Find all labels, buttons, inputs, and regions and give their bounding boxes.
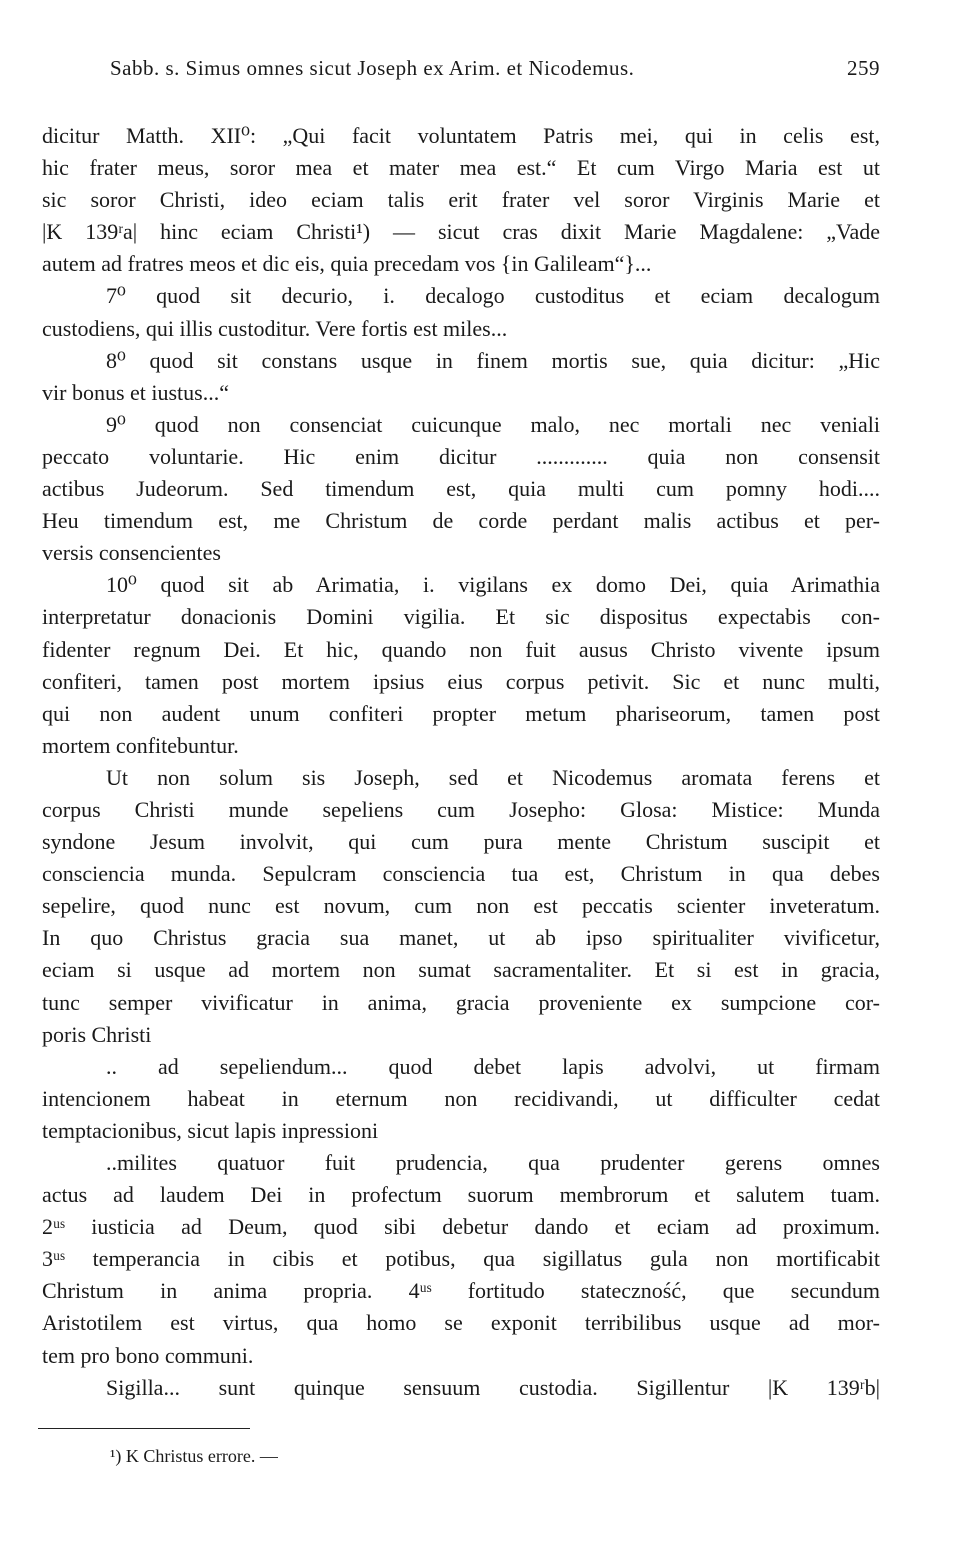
text-line: vir bonus et iustus...“	[42, 379, 229, 405]
text-line: qui non audent unum confiteri propter metum phariseorum, tamen post	[42, 700, 880, 726]
text-line: custodiens, qui illis custoditur. Vere fortis est miles...	[42, 315, 508, 341]
text-line: autem ad fratres meos et dic eis, quia precedam vos {in Galileam“}...	[42, 251, 652, 277]
text-line: interpretatur donacionis Domini vigilia. Et sic dispositus expectabis con-	[42, 604, 880, 630]
text-line: Sigilla... sunt quinque sensuum custodia. Sigillentur |K 139ʳb|	[106, 1374, 880, 1400]
text-line: temptacionibus, sicut lapis inpressioni	[42, 1117, 379, 1143]
text-line: 8⁰ quod sit constans usque in finem mortis sue, quia dicitur: „Hic	[106, 347, 880, 373]
text-line: hic frater meus, soror mea et mater mea est.“ Et cum Virgo Maria est ut	[42, 155, 880, 181]
text-line: poris Christi	[42, 1021, 152, 1047]
text-line: 10⁰ quod sit ab Arimatia, i. vigilans ex domo Dei, quia Arimathia	[106, 572, 880, 598]
text-line: corpus Christi munde sepeliens cum Josepho: Glosa: Mistice: Munda	[42, 796, 880, 822]
text-line: actibus Judeorum. Sed timendum est, quia multi cum pomny hodi....	[42, 476, 880, 502]
text-line: sepelire, quod nunc est novum, cum non est peccatis scienter inveteratum.	[42, 893, 880, 919]
body-text	[42, 120, 880, 1404]
text-line: 3ᵘˢ temperancia in cibis et potibus, qua sigillatus gula non mortificabit	[42, 1246, 880, 1272]
text-line: tunc semper vivificatur in anima, gracia proveniente ex sumpcione cor-	[42, 989, 880, 1015]
text-line: consciencia munda. Sepulcram consciencia tua est, Christum in qua debes	[42, 861, 880, 887]
text-line: In quo Christus gracia sua manet, ut ab ipso spiritualiter vivificetur,	[42, 925, 880, 951]
text-line: 9⁰ quod non consenciat cuicunque malo, nec mortali nec veniali	[106, 411, 880, 437]
text-line: peccato voluntarie. Hic enim dicitur ............. quia non consensit	[42, 443, 880, 469]
text-line: dicitur Matth. XII⁰: „Qui facit voluntatem Patris mei, qui in celis est,	[42, 123, 880, 148]
text-line: Heu timendum est, me Christum de corde perdant malis actibus et per-	[42, 508, 880, 534]
text-line: tem pro bono communi.	[42, 1342, 254, 1368]
page-number: 259	[847, 56, 880, 80]
text-line: mortem confitebuntur.	[42, 732, 239, 758]
text-line: 2ᵘˢ iusticia ad Deum, quod sibi debetur dando et eciam ad proximum.	[42, 1214, 880, 1240]
text-line: .. ad sepeliendum... quod debet lapis advolvi, ut firmam	[106, 1053, 880, 1079]
text-line: Christum in anima propria. 4ᵘˢ fortitudo stateczność, que secundum	[42, 1278, 880, 1304]
text-line: Aristotilem est virtus, qua homo se exponit terribilibus usque ad mor-	[42, 1310, 880, 1336]
text-line: ..milites quatuor fuit prudencia, qua prudenter gerens omnes	[106, 1150, 880, 1175]
text-line: actus ad laudem Dei in profectum suorum membrorum et salutem tuam.	[42, 1182, 880, 1208]
running-head	[110, 56, 880, 86]
text-line: intencionem habeat in eternum non recidivandi, ut difficulter cedat	[42, 1085, 880, 1111]
footnote: ¹) K Christus errore. —	[110, 1446, 278, 1466]
text-line: syndone Jesum involvit, qui cum pura mente Christum suscipit et	[42, 829, 880, 855]
text-line: versis consencientes	[42, 540, 221, 566]
text-line: 7⁰ quod sit decurio, i. decalogo custoditus et eciam decalogum	[106, 283, 880, 309]
text-line: eciam si usque ad mortem non sumat sacramentaliter. Et si est in gracia,	[42, 957, 880, 983]
text-line: confiteri, tamen post mortem ipsius eius corpus petivit. Sic et nunc multi,	[42, 668, 880, 694]
running-title: Sabb. s. Simus omnes sicut Joseph ex Arim. et Nicodemus.	[110, 56, 635, 80]
text-line: Ut non solum sis Joseph, sed et Nicodemus aromata ferens et	[106, 764, 880, 790]
text-line: sic soror Christi, ideo eciam talis erit frater vel soror Virginis Marie et	[42, 187, 880, 213]
text-line: fidenter regnum Dei. Et hic, quando non fuit ausus Christo vivente ipsum	[42, 636, 880, 662]
footnote-divider	[38, 1428, 250, 1429]
text-line: |K 139ʳa| hinc eciam Christi¹) — sicut cras dixit Marie Magdalene: „Vade	[42, 219, 880, 245]
